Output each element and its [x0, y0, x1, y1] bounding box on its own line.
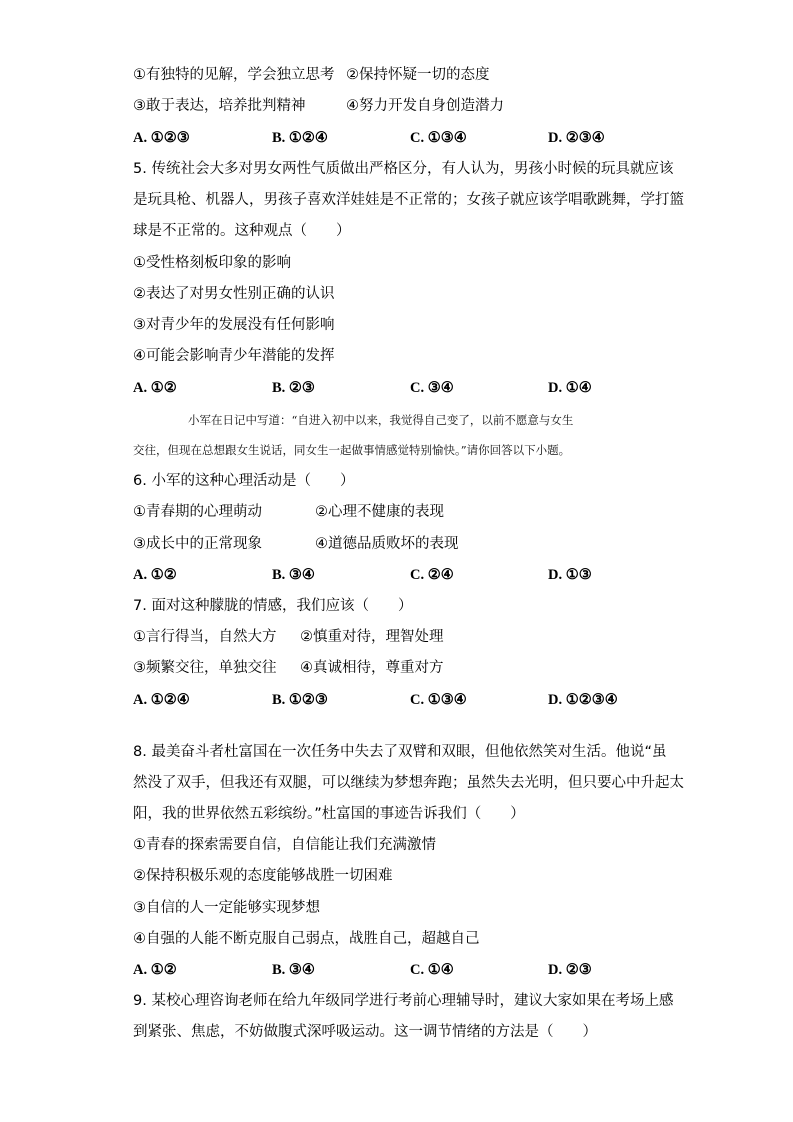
- q7-option-a[interactable]: A. ①②④: [133, 692, 190, 708]
- q6-choice-2: ②心理不健康的表现: [315, 504, 444, 520]
- q6-stem: 6. 小军的这种心理活动是（ ）: [133, 473, 355, 489]
- q9-stem-line-1: 9. 某校心理咨询老师在给九年级同学进行考前心理辅导时，建议大家如果在考场上感: [133, 993, 674, 1009]
- q4-option-d[interactable]: D. ②③④: [548, 130, 605, 146]
- q5-choice-1: ①受性格刻板印象的影响: [133, 255, 291, 271]
- q8-option-c[interactable]: C. ①④: [410, 962, 454, 978]
- q4-option-b[interactable]: B. ①②④: [272, 130, 328, 146]
- q5-stem-line-3: 球是不正常的。这种观点（ ）: [133, 223, 351, 239]
- q6-option-a[interactable]: A. ①②: [133, 567, 177, 583]
- passage-line-2: 交往，但现在总想跟女生说话，同女生一起做事情感觉特别愉快。”请你回答以下小题。: [133, 443, 571, 457]
- q8-option-b[interactable]: B. ③④: [272, 962, 315, 978]
- q4-option-c[interactable]: C. ①③④: [410, 130, 467, 146]
- q7-choice-4: ④真诚相待，尊重对方: [300, 660, 444, 676]
- q7-option-c[interactable]: C. ①③④: [410, 692, 467, 708]
- q7-choice-2: ②慎重对待，理智处理: [300, 629, 444, 645]
- passage-line-1: 小军在日记中写道：“自进入初中以来，我觉得自己变了，以前不愿意与女生: [188, 413, 574, 427]
- q7-option-b[interactable]: B. ①②③: [272, 692, 328, 708]
- q6-option-c[interactable]: C. ②④: [410, 567, 454, 583]
- q7-choice-3: ③频繁交往，单独交往: [133, 660, 277, 676]
- q9-stem-line-2: 到紧张、焦虑，不妨做腹式深呼吸运动。这一调节情绪的方法是（ ）: [133, 1024, 597, 1040]
- q4-option-a[interactable]: A. ①②③: [133, 130, 190, 146]
- q5-choice-4: ④可能会影响青少年潜能的发挥: [133, 348, 335, 364]
- q7-stem: 7. 面对这种朦胧的情感，我们应该（ ）: [133, 598, 413, 614]
- q5-option-a[interactable]: A. ①②: [133, 380, 177, 396]
- q5-choice-3: ③对青少年的发展没有任何影响: [133, 317, 335, 333]
- q5-choice-2: ②表达了对男女性别正确的认识: [133, 286, 335, 302]
- q6-choice-4: ④道德品质败坏的表现: [315, 536, 459, 552]
- q5-stem-line-2: 是玩具枪、机器人，男孩子喜欢洋娃娃是不正常的；女孩子就应该学唱歌跳舞，学打篮: [133, 192, 684, 208]
- q8-stem-line-2: 然没了双手，但我还有双腿，可以继续为梦想奔跑；虽然失去光明，但只要心中升起太: [133, 775, 684, 791]
- q4-choice-4: ④努力开发自身创造潜力: [346, 98, 504, 114]
- q5-option-b[interactable]: B. ②③: [272, 380, 315, 396]
- q8-choice-4: ④自强的人能不断克服自己弱点，战胜自己，超越自己: [133, 931, 480, 947]
- q4-choice-3: ③敢于表达，培养批判精神: [133, 98, 306, 114]
- q8-choice-1: ①青春的探索需要自信，自信能让我们充满激情: [133, 837, 436, 853]
- q5-option-c[interactable]: C. ③④: [410, 380, 454, 396]
- q7-option-d[interactable]: D. ①②③④: [548, 692, 618, 708]
- q8-stem-line-1: 8. 最美奋斗者杜富国在一次任务中失去了双臂和双眼，但他依然笑对生活。他说“虽: [133, 744, 667, 760]
- q8-option-a[interactable]: A. ①②: [133, 962, 177, 978]
- q7-choice-1: ①言行得当，自然大方: [133, 629, 277, 645]
- q4-choice-1: ①有独特的见解，学会独立思考: [133, 67, 335, 83]
- q5-option-d[interactable]: D. ①④: [548, 380, 592, 396]
- q6-choice-3: ③成长中的正常现象: [133, 536, 262, 552]
- q6-choice-1: ①青春期的心理萌动: [133, 504, 262, 520]
- q4-choice-2: ②保持怀疑一切的态度: [346, 67, 490, 83]
- q8-option-d[interactable]: D. ②③: [548, 962, 592, 978]
- q8-choice-3: ③自信的人一定能够实现梦想: [133, 900, 320, 916]
- q6-option-b[interactable]: B. ③④: [272, 567, 315, 583]
- q6-option-d[interactable]: D. ①③: [548, 567, 592, 583]
- q8-choice-2: ②保持积极乐观的态度能够战胜一切困难: [133, 868, 393, 884]
- q8-stem-line-3: 阳，我的世界依然五彩缤纷。”杜富国的事迹告诉我们（ ）: [133, 806, 525, 822]
- q5-stem-line-1: 5. 传统社会大多对男女两性气质做出严格区分，有人认为，男孩小时候的玩具就应该: [133, 161, 674, 177]
